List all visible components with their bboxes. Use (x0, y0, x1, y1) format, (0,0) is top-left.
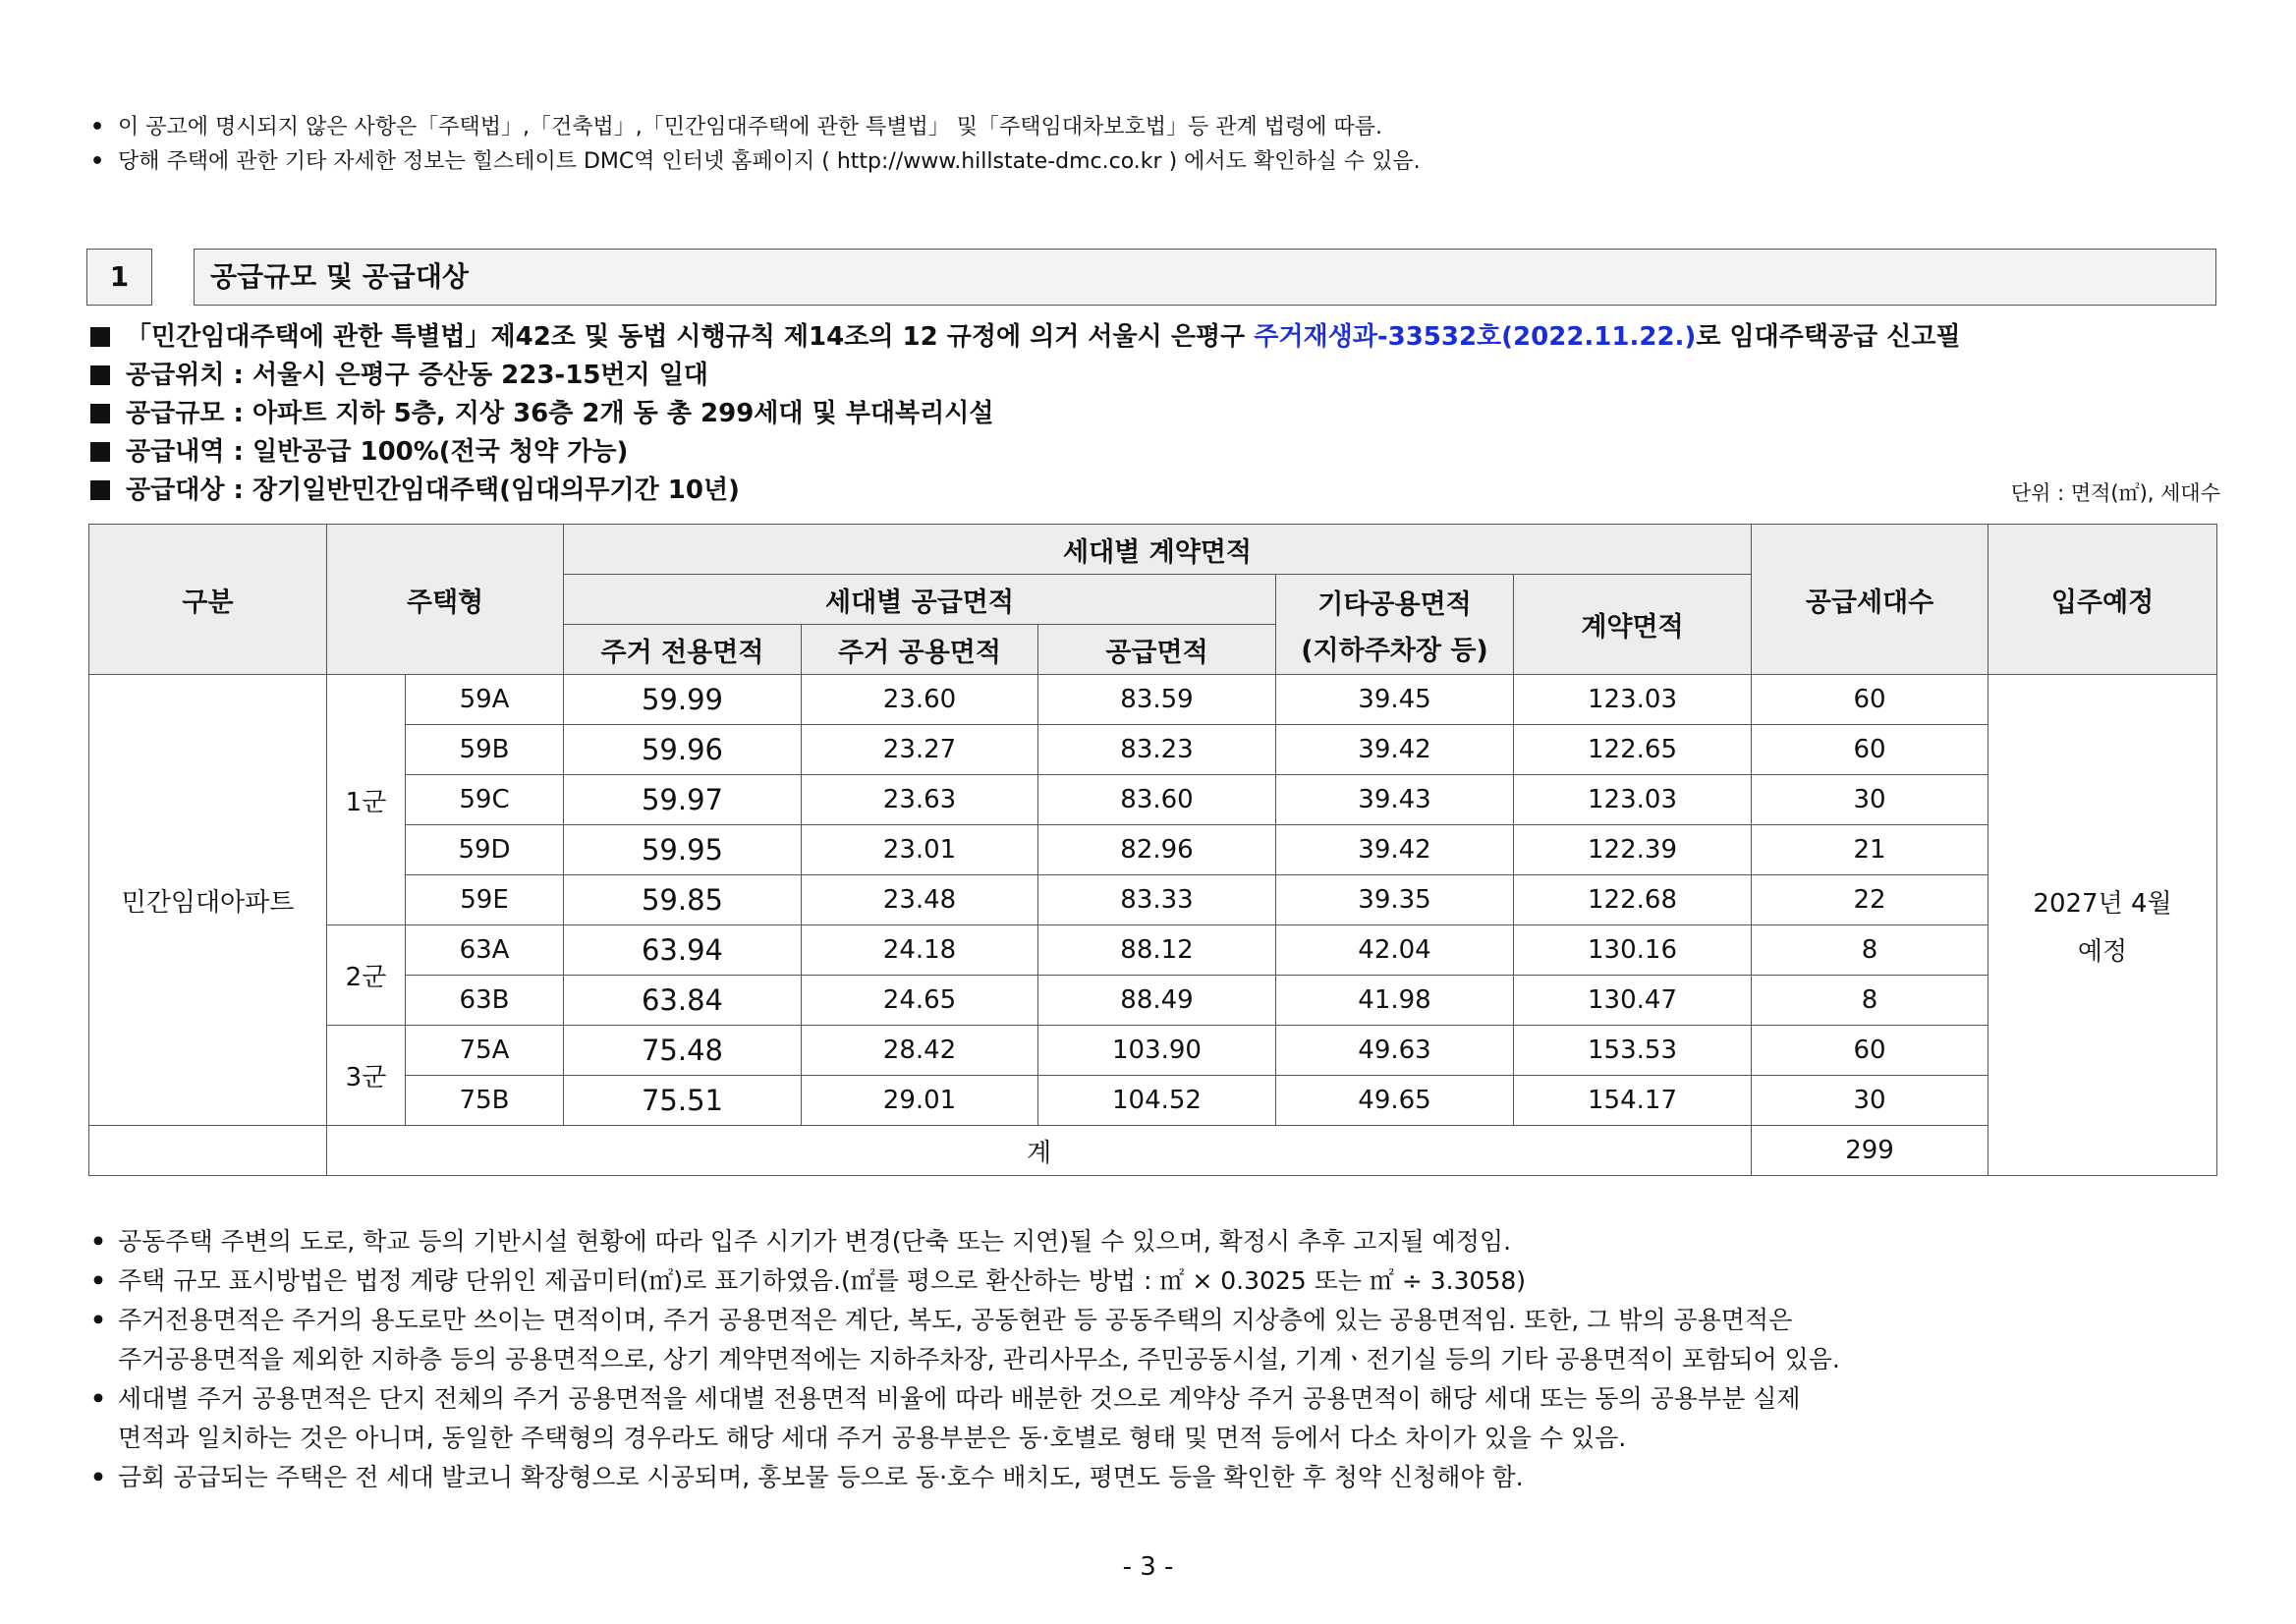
list-item: • 세대별 주거 공용면적은 단지 전체의 주거 공용면적을 세대별 전용면적 비율에 따라 배분한 것으로 계약상 주거 공용면적이 해당 세대 또는 동의 공용부분 실제 (90, 1384, 1801, 1413)
header-contract: 계약면적 (1514, 575, 1752, 675)
bullet: • (90, 149, 105, 174)
header-type: 주택형 (327, 525, 564, 675)
header-exclusive: 주거 전용면적 (564, 625, 802, 675)
table-row: 59E 59.85 23.48 83.33 39.35 122.68 22 (89, 875, 2217, 925)
total-households: 299 (1752, 1126, 1988, 1176)
bullet: • (90, 115, 105, 140)
list-item: • 주택 규모 표시방법은 법정 계량 단위인 제곱미터(㎡)로 표기하였음.(㎡를 평으로 환산하는 방법 : ㎡ × 0.3025 또는 ㎡ ÷ 3.3058) (90, 1266, 1526, 1295)
total-row (89, 1126, 2217, 1176)
list-item: • 공동주택 주변의 도로, 학교 등의 기반시설 현황에 따라 입주 시기가 변경(단축 또는 지연)될 수 있으며, 확정시 추후 고지될 예정임. (90, 1227, 1512, 1256)
section-number-box (86, 249, 152, 306)
table-row: 2군 63A 63.94 24.18 88.12 42.04 130.16 8 (89, 925, 2217, 976)
info-line-notice: 「민간임대주택에 관한 특별법」제42조 및 동법 시행규칙 제14조의 12 규정에 의거 서울시 은평구 주거재생과-33532호(2022.11.22.)로 임대주택공급 신고필 (90, 318, 1961, 356)
page-number: - 3 - (1122, 1552, 1174, 1582)
category-cell: 민간임대아파트 (89, 675, 327, 1126)
header-households: 공급세대수 (1752, 525, 1988, 675)
square-bullet-icon (90, 365, 110, 385)
info-line-scale: 공급규모 : 아파트 지하 5층, 지상 36층 2개 동 총 299세대 및 부대복리시설 (90, 395, 993, 432)
top-note-1: • 이 공고에 명시되지 않은 사항은「주택법」,「건축법」,「민간임대주택에 관한 특별법」 및「주택임대차보호법」등 관계 법령에 따름. (90, 109, 1382, 146)
table-row: 59C 59.97 23.63 83.60 39.43 123.03 30 (89, 775, 2217, 825)
table-row: 63B 63.84 24.65 88.49 41.98 130.47 8 (89, 976, 2217, 1026)
section-title-box (194, 249, 2216, 306)
supply-table (88, 524, 2217, 1176)
list-item-continued: 면적과 일치하는 것은 아니며, 동일한 주택형의 경우라도 해당 세대 주거 공용부분은 동·호별로 형태 및 면적 등에서 다소 차이가 있을 수 있음. (118, 1424, 1627, 1452)
notice-reference: 주거재생과-33532호(2022.11.22.) (1254, 322, 1697, 352)
square-bullet-icon (90, 442, 110, 462)
header-contract-area: 세대별 계약면적 (564, 525, 1752, 575)
move-in-cell: 2027년 4월 예정 (1988, 675, 2217, 1176)
square-bullet-icon (90, 404, 110, 423)
table-row: 59B 59.96 23.27 83.23 39.42 122.65 60 (89, 725, 2217, 775)
list-item: • 주거전용면적은 주거의 용도로만 쓰이는 면적이며, 주거 공용면적은 계단, 복도, 공동현관 등 공동주택의 지상층에 있는 공용면적임. 또한, 그 밖의 공용면적은 (90, 1306, 1793, 1334)
header-category: 구분 (89, 525, 327, 675)
unit-label: 단위 : 면적(㎡), 세대수 (2010, 481, 2220, 505)
info-line-target: 공급대상 : 장기일반민간임대주택(임대의무기간 10년) (90, 472, 740, 509)
square-bullet-icon (90, 480, 110, 500)
table-row: 민간임대아파트 1군 59A 59.99 23.60 83.59 39.45 123.03 60 2027년 4월 예정 (89, 675, 2217, 725)
group-cell: 3군 (327, 1026, 406, 1126)
group-cell: 2군 (327, 925, 406, 1026)
top-note-2: • 당해 주택에 관한 기타 자세한 정보는 힐스테이트 DMC역 인터넷 홈페이지 ( http://www.hillstate-dmc.co.kr ) 에서도 확인하실 수 있음. (90, 143, 1421, 181)
table-row: 3군 75A 75.48 28.42 103.90 49.63 153.53 60 (89, 1026, 2217, 1076)
info-line-location: 공급위치 : 서울시 은평구 증산동 223-15번지 일대 (90, 357, 708, 394)
list-item-continued: 주거공용면적을 제외한 지하층 등의 공용면적으로, 상기 계약면적에는 지하주차장, 관리사무소, 주민공동시설, 기계ㆍ전기실 등의 기타 공용면적이 포함되어 있음. (118, 1345, 1840, 1373)
section-number: 1 (109, 260, 130, 293)
table-row: 75B 75.51 29.01 104.52 49.65 154.17 30 (89, 1076, 2217, 1126)
notes-list (90, 1222, 1840, 1497)
group-cell: 1군 (327, 675, 406, 925)
info-line-breakdown: 공급내역 : 일반공급 100%(전국 청약 가능) (90, 433, 628, 471)
total-label: 계 (327, 1126, 1752, 1176)
list-item: • 금회 공급되는 주택은 전 세대 발코니 확장형으로 시공되며, 홍보물 등으로 동·호수 배치도, 평면도 등을 확인한 후 청약 신청해야 함. (90, 1463, 1524, 1491)
header-supply-area-group: 세대별 공급면적 (564, 575, 1276, 625)
square-bullet-icon (90, 327, 110, 347)
header-move-in: 입주예정 (1988, 525, 2217, 675)
header-supply: 공급면적 (1038, 625, 1276, 675)
section-title: 공급규모 및 공급대상 (210, 260, 469, 293)
header-other-common: 기타공용면적 (지하주차장 등) (1276, 575, 1514, 675)
table-row: 59D 59.95 23.01 82.96 39.42 122.39 21 (89, 825, 2217, 875)
header-common: 주거 공용면적 (802, 625, 1038, 675)
